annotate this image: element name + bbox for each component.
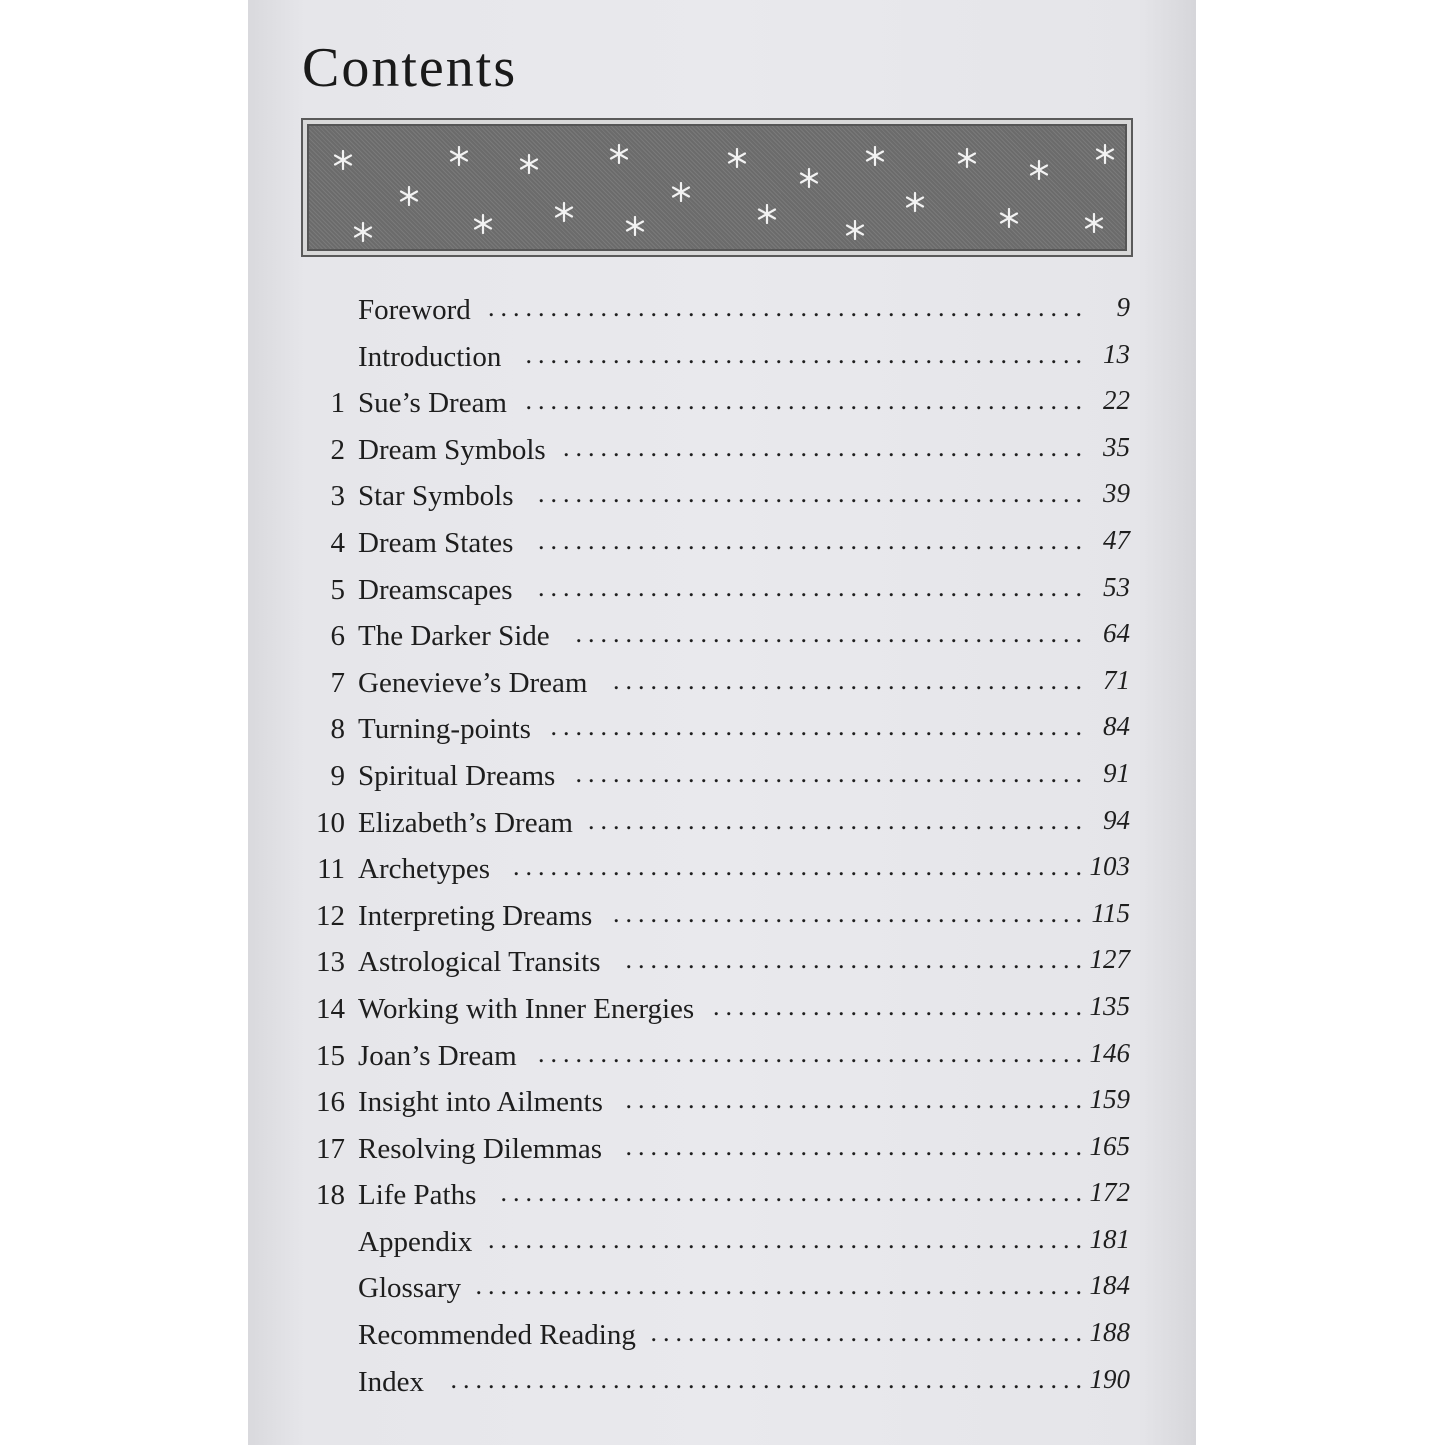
star-icon [759, 205, 775, 223]
star-icon [907, 193, 923, 211]
chapter-number: 16 [316, 1086, 345, 1119]
chapter-title: Interpreting Dreams [358, 899, 593, 932]
star-icon [801, 169, 817, 187]
chapter-number: 7 [330, 666, 345, 699]
chapter-number: 2 [330, 433, 345, 466]
dot-leader: ................................... [650, 1318, 1088, 1348]
page-number: 115 [1091, 897, 1130, 928]
page-number: 47 [1103, 524, 1130, 555]
toc-entry [248, 616, 1196, 663]
dot-leader: ......................................... [575, 758, 1088, 788]
toc-entry [248, 1036, 1196, 1083]
chapter-title: Dreamscapes [358, 573, 513, 606]
page-number: 71 [1103, 664, 1130, 695]
toc-entry [248, 476, 1196, 523]
chapter-title: Turning-points [358, 713, 531, 746]
star-icon [1086, 214, 1102, 232]
toc-entry [248, 570, 1196, 617]
star-icon [556, 203, 572, 221]
star-icon [959, 149, 975, 167]
chapter-title: Elizabeth’s Dream [358, 806, 573, 839]
page-number: 22 [1103, 385, 1130, 416]
dot-leader: ............................................ [538, 572, 1088, 602]
chapter-title: Dream Symbols [358, 433, 546, 466]
star-field-svg [309, 126, 1129, 253]
page-title: Contents [302, 37, 518, 99]
chapter-title: Dream States [358, 526, 514, 559]
star-banner [301, 118, 1133, 257]
toc-entry [248, 383, 1196, 430]
dot-leader: ..................................... [625, 1131, 1088, 1161]
dot-leader: ............................................ [538, 479, 1088, 509]
page-number: 172 [1089, 1177, 1130, 1208]
toc-entry [248, 896, 1196, 943]
page-number: 103 [1089, 851, 1130, 882]
star-icon [847, 221, 863, 239]
toc-entry [248, 337, 1196, 384]
toc-entry [248, 1315, 1196, 1362]
toc-entry [248, 1082, 1196, 1129]
star-icon [1001, 209, 1017, 227]
chapter-title: Insight into Ailments [358, 1086, 603, 1119]
chapter-title: Working with Inner Energies [358, 992, 695, 1025]
chapter-number: 1 [330, 387, 345, 420]
dot-leader: ..................................... [625, 1085, 1088, 1115]
dot-leader: ................................................ [488, 1224, 1088, 1254]
chapter-title: The Darker Side [358, 620, 550, 653]
chapter-title: Appendix [358, 1225, 473, 1258]
star-icon [401, 187, 417, 205]
chapter-title: Introduction [358, 340, 502, 373]
star-icon [673, 183, 689, 201]
chapter-number: 14 [316, 992, 345, 1025]
toc-entry [248, 989, 1196, 1036]
chapter-title: Archetypes [358, 853, 491, 886]
star-icon [1097, 145, 1113, 163]
dot-leader: ......................................... [575, 619, 1088, 649]
dot-leader: ............................................. [525, 386, 1088, 416]
toc-entry [248, 803, 1196, 850]
dot-leader: ................................................... [450, 1364, 1088, 1394]
page-number: 53 [1103, 571, 1130, 602]
dot-leader: .............................. [713, 991, 1088, 1021]
star-icon [867, 147, 883, 165]
page-number: 64 [1103, 618, 1130, 649]
chapter-number: 3 [330, 480, 345, 513]
toc-entry [248, 663, 1196, 710]
chapter-number: 11 [317, 853, 345, 886]
chapter-number: 5 [330, 573, 345, 606]
page-number: 127 [1089, 944, 1130, 975]
dot-leader: ................................................. [475, 1271, 1088, 1301]
page-number: 184 [1089, 1270, 1130, 1301]
chapter-title: Star Symbols [358, 480, 514, 513]
chapter-title: Spiritual Dreams [358, 759, 556, 792]
chapter-title: Life Paths [358, 1179, 477, 1212]
dot-leader: ..................................... [625, 945, 1088, 975]
page-number: 159 [1089, 1084, 1130, 1115]
page-number: 188 [1089, 1317, 1130, 1348]
dot-leader: ........................................... [550, 712, 1088, 742]
chapter-number: 12 [316, 899, 345, 932]
page-number: 39 [1103, 478, 1130, 509]
chapter-number: 15 [316, 1039, 345, 1072]
toc-entry [248, 1362, 1196, 1409]
toc-entry [248, 1268, 1196, 1315]
chapter-title: Index [358, 1365, 425, 1398]
star-icon [627, 217, 643, 235]
toc-entry [248, 756, 1196, 803]
page-number: 181 [1089, 1223, 1130, 1254]
star-icon [475, 215, 491, 233]
toc-entry [248, 942, 1196, 989]
chapter-title: Foreword [358, 294, 471, 326]
page-number: 91 [1103, 757, 1130, 788]
page-number: 84 [1103, 711, 1130, 742]
chapter-title: Resolving Dilemmas [358, 1132, 603, 1165]
chapter-number: 8 [330, 713, 345, 746]
chapter-number: 4 [330, 526, 345, 559]
dot-leader: ...................................... [613, 665, 1088, 695]
star-icon [729, 149, 745, 167]
star-icon [611, 145, 627, 163]
dot-leader: ............................................... [500, 1178, 1088, 1208]
page-number: 35 [1103, 431, 1130, 462]
toc-entry [248, 430, 1196, 477]
toc-entry [248, 1222, 1196, 1269]
page-number: 135 [1089, 990, 1130, 1021]
star-icon [521, 155, 537, 173]
page-number: 9 [1116, 292, 1130, 322]
chapter-title: Glossary [358, 1272, 462, 1305]
dot-leader: .............................................. [513, 852, 1088, 882]
chapter-title: Sue’s Dream [358, 387, 507, 420]
dot-leader: .......................................... [563, 432, 1088, 462]
page-number: 94 [1103, 804, 1130, 835]
chapter-title: Astrological Transits [358, 946, 601, 979]
chapter-number: 6 [330, 620, 345, 653]
page-number: 13 [1103, 338, 1130, 369]
dot-leader: ............................................ [538, 525, 1088, 555]
toc-entry [248, 709, 1196, 756]
toc-entry [248, 849, 1196, 896]
page-number: 165 [1089, 1130, 1130, 1161]
chapter-number: 17 [316, 1132, 345, 1165]
toc-entry [248, 290, 1196, 337]
star-icon [355, 223, 371, 241]
chapter-number: 18 [316, 1179, 345, 1212]
page-number: 190 [1089, 1363, 1130, 1394]
book-page [248, 0, 1196, 1445]
toc-entry [248, 1175, 1196, 1222]
dot-leader: ................................................ [488, 293, 1088, 322]
contents-list [248, 290, 1196, 1408]
star-icon [1031, 161, 1047, 179]
toc-entry [248, 523, 1196, 570]
chapter-number: 9 [330, 759, 345, 792]
dot-leader: ............................................. [525, 339, 1088, 369]
chapter-number: 10 [316, 806, 345, 839]
dot-leader: ............................................ [538, 1038, 1088, 1068]
chapter-title: Genevieve’s Dream [358, 666, 588, 699]
chapter-title: Joan’s Dream [358, 1039, 517, 1072]
star-icon [335, 151, 351, 169]
star-icon [451, 147, 467, 165]
chapter-number: 13 [316, 946, 345, 979]
chapter-title: Recommended Reading [358, 1319, 636, 1352]
dot-leader: ........................................ [588, 805, 1088, 835]
dot-leader: ...................................... [613, 898, 1088, 928]
toc-entry [248, 1129, 1196, 1176]
star-banner-field [307, 124, 1127, 251]
page-number: 146 [1089, 1037, 1130, 1068]
